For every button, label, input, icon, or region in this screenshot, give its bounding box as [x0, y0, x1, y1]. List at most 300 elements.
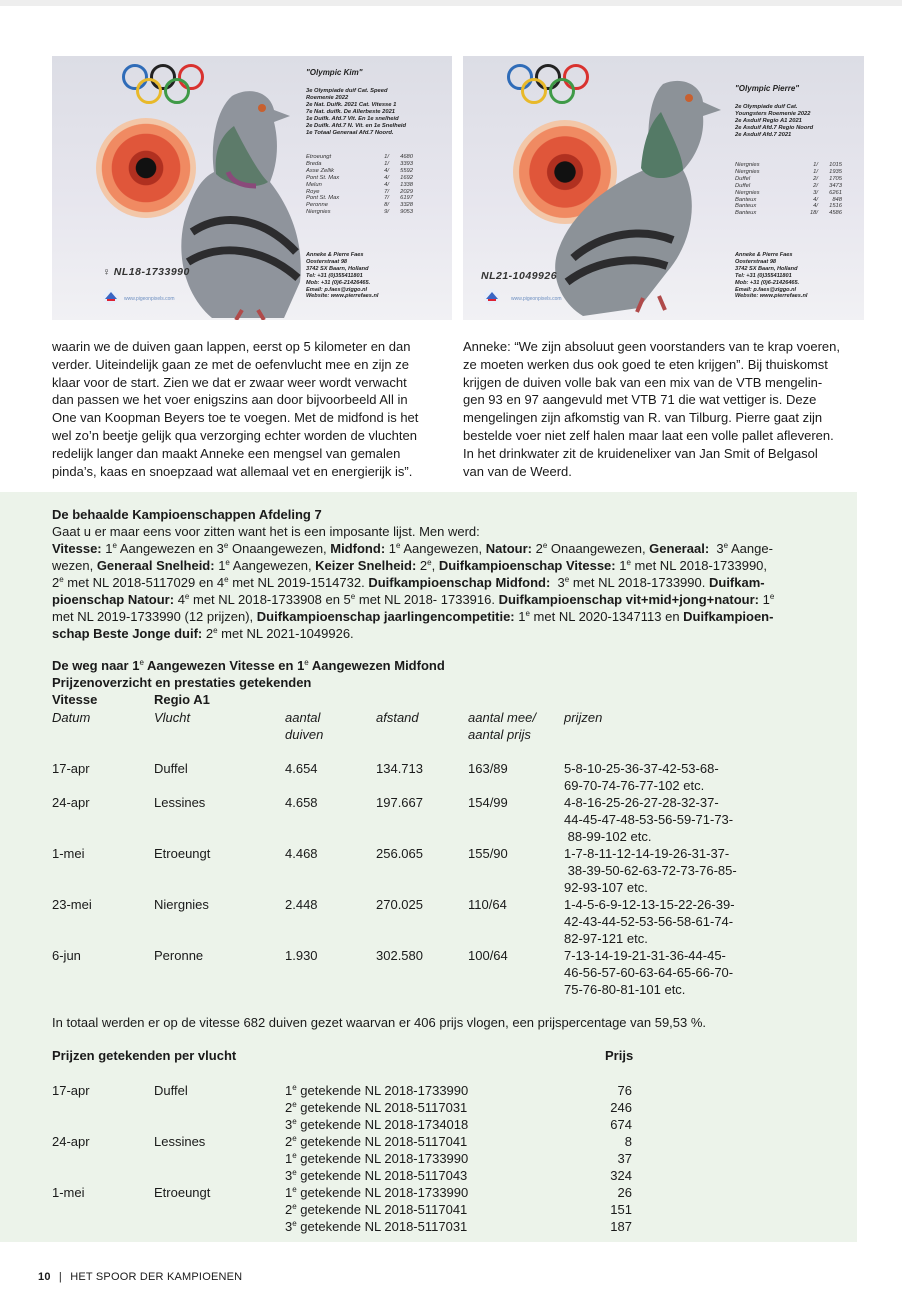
flight-date: 24-apr [52, 1134, 90, 1149]
race-duiven: 4.658 [285, 795, 318, 810]
paragraph-line: krijgen de duiven volle bak van een mix van de VTB mengelin- [463, 374, 823, 390]
flight-name: Etroeungt [154, 1185, 211, 1200]
text-run: met NL 2020-1347113 en [529, 608, 684, 624]
ordinal-sup: e [542, 541, 548, 550]
ordinal-sup: e [225, 557, 230, 567]
flight-name: Lessines [154, 1134, 206, 1149]
text-run: 1 [214, 557, 226, 573]
text-run: met NL 2019-1514732. [228, 574, 369, 590]
result-race: Niergnies [735, 168, 760, 175]
ordinal-sup: e [292, 1202, 297, 1211]
race-vlucht: Peronne [154, 948, 204, 963]
text-run: 2 [531, 541, 543, 556]
race-vlucht: Lessines [154, 795, 206, 810]
getekende-text: getekende NL 2018-1733990 [296, 1151, 469, 1166]
result-race: Breda [306, 160, 322, 167]
bold-label: Aangewezen Vitesse en 1 [143, 658, 305, 673]
results-list [306, 154, 413, 216]
result-row [306, 161, 413, 168]
text-run: met NL 2018-1733908 en 5 [189, 591, 351, 607]
region-label: Regio A1 [154, 692, 210, 707]
total-line: In totaal werden er op de vitesse 682 duiven gezet waarvan er 406 prijs vlogen, een prijspercentage van 59,53 %. [52, 1015, 707, 1030]
bold-label: Keizer Snelheid: [315, 557, 417, 573]
paragraph-line [52, 558, 842, 575]
result-row [306, 189, 413, 196]
paragraph-line: ze moeten werken dus ook goed te eten krijgen”. Bij thuiskomst [463, 356, 828, 372]
result-count: 4586 [829, 210, 842, 217]
paragraph-line: bestelde voer niet zelf halen maar laat een volle pallet afleveren. [463, 427, 834, 443]
prijs-value: 151 [610, 1202, 632, 1217]
text-run: 3 [709, 541, 724, 556]
result-count: 5592 [400, 167, 413, 174]
race-prijzen-line: 5-8-10-25-36-37-42-53-68- [564, 761, 719, 776]
paragraph-line: pinda’s, kaas en snoepzaad wat allemaal vet en energierijk is”. [52, 463, 413, 479]
col-head-duiven: duiven [285, 727, 324, 742]
getekende-entry [285, 1167, 467, 1184]
result-count: 6197 [400, 195, 413, 202]
race-duiven: 2.448 [285, 897, 318, 912]
result-row [306, 168, 413, 175]
result-place: 1/ [384, 154, 389, 160]
text-run: Aangewezen, [400, 541, 486, 556]
achievements-list [306, 88, 406, 137]
result-count: 3328 [400, 202, 413, 209]
contact-line: Oosterstraat 98 [306, 258, 348, 265]
text-run: 1 [759, 591, 770, 607]
achievement-line: 2e Asduif Regio A1 2021 [735, 118, 802, 124]
prices-heading: Prijzen getekenden per vlucht [52, 1048, 237, 1063]
category-label: Vitesse [52, 692, 98, 707]
pigeon-image [172, 82, 312, 320]
result-count: 1516 [829, 203, 842, 210]
result-count: 3393 [400, 160, 413, 167]
race-afstand: 197.667 [376, 795, 423, 810]
paragraph-line [52, 541, 842, 558]
result-place: 2/ [813, 175, 818, 182]
prijs-value: 37 [617, 1151, 632, 1166]
ordinal-sup: e [427, 557, 432, 567]
achievement-line: 2e Duifk. Afd.7 N. Vit. en 1e Snelheid [306, 123, 407, 129]
text-run: 2 [52, 574, 60, 590]
ordinal-sup: e [213, 625, 218, 635]
race-prijzen-line: 82-97-121 etc. [564, 931, 648, 946]
achievements-list [735, 104, 813, 139]
result-count: 6261 [829, 189, 842, 196]
text-run: 2 [416, 557, 428, 573]
ordinal-sup: e [769, 591, 775, 601]
paragraph-line: mengelingen zijn afkomstig van R. van Tilburg. Pierre gaat zijn [463, 410, 823, 426]
race-duiven: 4.654 [285, 761, 318, 776]
result-count: 848 [832, 196, 842, 203]
col-head-prijs: aantal prijs [468, 727, 531, 742]
race-datum: 6-jun [52, 948, 81, 963]
ordinal-sup: e [292, 1168, 297, 1177]
result-count: 4680 [400, 154, 413, 160]
ordinal-sup: e [723, 541, 729, 550]
col-head-vlucht: Vlucht [154, 710, 191, 725]
ordinal-sup: e [350, 591, 356, 601]
ordinal-sup: e [223, 541, 229, 550]
contact-line: Email: p.faes@ziggo.nl [735, 286, 797, 293]
result-count: 1338 [400, 181, 413, 188]
result-count: 2029 [400, 188, 413, 195]
result-race: Banteux [735, 196, 757, 203]
paragraph-line: Anneke: “We zijn absoluut geen voorstanders van te krap voeren, [463, 339, 840, 354]
ordinal-sup: e [304, 658, 309, 667]
race-datum: 24-apr [52, 795, 90, 810]
achievement-line: 3e Olympiade duif Cat. Speed [306, 88, 388, 94]
ordinal-sup: e [626, 557, 631, 567]
achievement-line: 7e Nat. duifk. De Allerbeste 2021 [306, 109, 396, 115]
contact-block [735, 252, 807, 300]
text-run: Onaangewezen, [547, 541, 650, 556]
getekende-entry [285, 1116, 468, 1133]
getekende-text: getekende NL 2018-5117031 [296, 1100, 468, 1115]
ring-number: ♀ NL18-1733990 [102, 266, 190, 278]
prijs-column-head: Prijs [605, 1048, 634, 1063]
ordinal-sup: e [292, 1100, 297, 1109]
race-afstand: 256.065 [376, 846, 423, 861]
contact-line: Website: www.pierrefaes.nl [735, 293, 808, 300]
getekende-text: getekende NL 2018-5117041 [296, 1202, 468, 1217]
bold-label: Generaal: [649, 541, 710, 556]
bold-label: Vitesse: [52, 541, 102, 556]
ordinal-number: 3 [285, 1117, 293, 1132]
ordinal-number: 3 [285, 1219, 293, 1234]
race-afstand: 302.580 [376, 948, 423, 963]
race-prijzen-line: 42-43-44-52-53-56-58-61-74- [564, 914, 734, 929]
bold-label: Generaal Snelheid: [96, 557, 215, 573]
text-run: met NL 2018-1733990, [630, 557, 768, 573]
result-place: 1/ [813, 168, 818, 175]
ordinal-sup: e [292, 1185, 297, 1194]
ordinal-sup: e [112, 541, 117, 550]
race-prijzen-line: 75-76-80-81-101 etc. [564, 982, 686, 997]
result-row [735, 210, 842, 217]
getekende-entry [285, 1099, 467, 1116]
result-place: 18/ [809, 210, 818, 217]
paragraph-line: redelijk langer dan maakt Anneke een mengsel van gemalen [52, 445, 401, 461]
text-run: , [431, 557, 439, 573]
pigeon-name: "Olympic Pierre" [735, 84, 800, 93]
road-heading [52, 658, 445, 675]
race-vlucht: Duffel [154, 761, 188, 776]
paragraph-line [52, 575, 842, 592]
pigeon-card-olympic-pierre [463, 56, 864, 320]
ordinal-number: 1 [285, 1151, 293, 1166]
achievement-line: 1e Totaal Generaal Afd.7 Noord. [306, 130, 394, 136]
result-race: Banteux [735, 203, 757, 210]
ordinal-sup: e [292, 1151, 297, 1160]
achievement-line: Roemenie 2022 [306, 95, 349, 101]
race-duiven: 1.930 [285, 948, 318, 963]
bold-label: Midfond: [330, 541, 386, 556]
result-place: 4/ [813, 203, 818, 210]
flight-date: 17-apr [52, 1083, 90, 1098]
contact-line: Anneke & Pierre Faes [306, 252, 364, 258]
results-list [735, 162, 842, 217]
ordinal-sup: e [292, 1219, 297, 1228]
ordinal-sup: e [292, 1117, 297, 1126]
race-vlucht: Etroeungt [154, 846, 211, 861]
result-place: 1/ [813, 162, 818, 168]
ordinal-sup: e [59, 574, 64, 584]
result-race: Etroeungt [306, 154, 332, 160]
result-row [735, 176, 842, 183]
race-datum: 23-mei [52, 897, 92, 912]
race-mee: 110/64 [468, 897, 507, 912]
contact-line: Oosterstraat 98 [735, 258, 777, 265]
bold-label: pioenschap Natour: [52, 591, 175, 607]
text-run: met NL 2019-1733990 (12 prijzen), [52, 608, 257, 624]
result-row [735, 162, 842, 169]
pigeonpixels-logo-icon [483, 288, 501, 306]
contact-block [306, 252, 378, 300]
bold-label: Aangewezen Midfond [308, 658, 445, 673]
text-run: 3 [550, 574, 565, 590]
contact-line: Mob: +31 (0)6-21426465. [306, 279, 371, 286]
result-count: 1705 [829, 175, 842, 182]
result-race: Pont St. Max [306, 174, 340, 181]
prijs-value: 76 [617, 1083, 632, 1098]
col-head-datum: Datum [52, 710, 91, 725]
flight-date: 1-mei [52, 1185, 85, 1200]
col-head-prijzen: prijzen [564, 710, 603, 725]
contact-line: 3742 SX Baarn, Holland [735, 265, 798, 272]
ordinal-sup: e [292, 1083, 297, 1092]
paragraph-line: klaar voor de start. Zien we dat er zwaar weer wordt verwacht [52, 374, 407, 390]
paragraph-line [52, 609, 842, 626]
race-duiven: 4.468 [285, 846, 318, 861]
getekende-text: getekende NL 2018-5117031 [296, 1219, 468, 1234]
section-heading: De behaalde Kampioenschappen Afdeling 7 [52, 507, 322, 522]
contact-line: 3742 SX Baarn, Holland [306, 265, 369, 272]
getekende-text: getekende NL 2018-1733990 [296, 1185, 469, 1200]
race-prijzen-line: 4-8-16-25-26-27-28-32-37- [564, 795, 719, 810]
ordinal-number: 2 [285, 1202, 293, 1217]
result-race: Melun [306, 181, 322, 188]
getekende-entry [285, 1201, 467, 1218]
race-mee: 163/89 [468, 761, 508, 776]
website-watermark: www.pigeonpixels.com [124, 296, 175, 302]
result-place: 4/ [384, 174, 389, 181]
result-race: Peronne [306, 202, 328, 209]
result-row [735, 203, 842, 210]
result-place: 7/ [384, 195, 389, 202]
race-afstand: 134.713 [376, 761, 423, 776]
championships-paragraph [52, 541, 842, 642]
ring-number: NL21-1049926 [481, 270, 558, 282]
paragraph-line: wel zo’n beetje gelijk qua verzorging echter worden de vluchten [52, 427, 417, 443]
result-race: Pont St. Max [306, 195, 340, 202]
result-row [735, 183, 842, 190]
pigeon-name: "Olympic Kim" [306, 68, 363, 77]
bold-label: Duifkampioenschap jaarlingencompetitie: [256, 608, 515, 624]
result-count: 1935 [829, 168, 842, 175]
result-row [306, 175, 413, 182]
ordinal-sup: e [525, 608, 530, 618]
race-prijzen-line: 46-56-57-60-63-64-65-66-70- [564, 965, 734, 980]
result-place: 2/ [813, 182, 818, 189]
prijs-value: 674 [610, 1117, 632, 1132]
result-place: 4/ [384, 167, 389, 174]
text-run: 1 [101, 541, 113, 556]
result-row [306, 154, 413, 161]
footer-separator: | [58, 1271, 62, 1283]
result-row [735, 190, 842, 197]
pigeonpixels-logo-icon [102, 288, 120, 306]
contact-line: Tel: +31 (0)355411801 [735, 272, 792, 279]
race-mee: 154/99 [468, 795, 508, 810]
pigeon-card-olympic-kim [52, 56, 452, 320]
ordinal-number: 2 [285, 1100, 293, 1115]
ordinal-sup: e [396, 541, 401, 550]
text-run: Aange- [728, 541, 773, 556]
result-race: Niergnies [306, 209, 331, 216]
prijs-value: 324 [610, 1168, 632, 1183]
ordinal-number: 3 [285, 1168, 293, 1183]
flight-name: Duffel [154, 1083, 188, 1098]
col-head-mee: aantal mee/ [468, 710, 536, 725]
result-place: 7/ [384, 188, 389, 195]
bold-label: Duifkam- [708, 574, 765, 590]
race-prijzen-line: 38-39-50-62-63-72-73-76-85- [564, 863, 737, 878]
paragraph-line: gen 93 en 97 aangevuld met VTB 71 die wat vettiger is. Deze [463, 392, 817, 408]
paragraph-line: In het drinkwater zit de kruidenelixer van Jan Smit of Belgasol [463, 445, 818, 461]
race-vlucht: Niergnies [154, 897, 209, 912]
achievement-line: 2e Asduif Afd.7 Regio Noord [735, 125, 814, 131]
getekende-entry [285, 1218, 467, 1235]
paragraph-line: One van Koopman Beyers toe te voegen. Met de midfond is het [52, 410, 419, 426]
ordinal-sup: e [224, 574, 229, 584]
contact-line: Email: p.faes@ziggo.nl [306, 286, 368, 293]
result-race: Roye [306, 188, 320, 195]
text-run: 1 [615, 557, 627, 573]
text-run: met NL 2018-5117029 en 4 [63, 574, 225, 590]
ordinal-number: 1 [285, 1185, 293, 1200]
getekende-text: getekende NL 2018-1733990 [296, 1083, 469, 1098]
paragraph-line: waarin we de duiven gaan lappen, eerst op 5 kilometer en dan [52, 339, 411, 354]
race-datum: 17-apr [52, 761, 90, 776]
text-run: met NL 2021-1049926. [217, 625, 354, 641]
prijs-value: 8 [624, 1134, 632, 1149]
achievement-line: 2e Olympiade duif Cat. [735, 104, 798, 110]
page-number: 10 [38, 1271, 51, 1283]
col-head-aantal: aantal [285, 710, 321, 725]
result-place: 1/ [384, 160, 389, 167]
result-count: 1692 [400, 174, 413, 181]
pigeon-image [543, 72, 733, 320]
achievement-line: Youngsters Roemenie 2022 [735, 111, 811, 117]
paragraph-line: verder. Uiteindelijk gaan ze met de oefenvlucht mee en zijn ze [52, 356, 409, 372]
getekende-text: getekende NL 2018-5117041 [296, 1134, 468, 1149]
website-watermark: www.pigeonpixels.com [511, 296, 562, 302]
achievement-line: 2e Nat. Duifk. 2021 Cat. Vitesse 1 [306, 102, 397, 108]
bold-label: Duifkampioen- [683, 608, 774, 624]
paragraph-line [52, 626, 842, 643]
text-run: 2 [202, 625, 214, 641]
magazine-name: HET SPOOR DER KAMPIOENEN [70, 1271, 243, 1283]
getekende-entry [285, 1133, 467, 1150]
result-place: 8/ [384, 202, 389, 209]
result-count: 1015 [829, 162, 842, 168]
prijs-value: 187 [610, 1219, 632, 1234]
text-run: met NL 2018-1733990. [569, 574, 709, 590]
result-row [306, 195, 413, 202]
intro-line: Gaat u er maar eens voor zitten want het is een imposante lijst. Men werd: [52, 524, 480, 539]
getekende-entry [285, 1082, 468, 1099]
top-edge [0, 0, 902, 6]
text-run: wezen, [52, 557, 97, 573]
race-prijzen-line: 1-7-8-11-12-14-19-26-31-37- [564, 846, 730, 861]
bold-label: schap Beste Jonge duif: [52, 625, 203, 641]
paragraph-line: van van de Weerd. [463, 463, 572, 479]
result-race: Niergnies [735, 189, 760, 196]
race-prijzen-line: 1-4-5-6-9-12-13-15-22-26-39- [564, 897, 735, 912]
contact-line: Mob: +31 (0)6-21426465. [735, 279, 800, 286]
race-prijzen-line: 88-99-102 etc. [564, 829, 652, 844]
text-run: Aangewezen, [229, 557, 316, 573]
bold-label: Duifkampioenschap Vitesse: [438, 557, 616, 573]
text-run: Onaangewezen, [228, 541, 331, 556]
col-head-afstand: afstand [376, 710, 419, 725]
bold-label: Duifkampioenschap Midfond: [368, 574, 551, 590]
result-race: Duffel [735, 182, 751, 189]
result-race: Asse Zellik [306, 167, 335, 174]
result-place: 4/ [384, 181, 389, 188]
result-place: 3/ [813, 189, 818, 196]
text-run: met NL 2018- 1733916. [355, 591, 499, 607]
result-row [735, 197, 842, 204]
ordinal-sup: e [292, 1134, 297, 1143]
race-mee: 100/64 [468, 948, 508, 963]
race-prijzen-line: 69-70-74-76-77-102 etc. [564, 778, 705, 793]
ordinal-sup: e [184, 591, 190, 601]
text-run: Aangewezen en 3 [116, 541, 224, 556]
ordinal-number: 1 [285, 1083, 293, 1098]
result-place: 4/ [813, 196, 818, 203]
text-run: 1 [514, 608, 526, 624]
paragraph-line: dan passen we het voer enigszins aan door bijvoorbeeld All in [52, 392, 408, 408]
result-race: Banteux [735, 210, 757, 217]
overview-heading: Prijzenoverzicht en prestaties getekenden [52, 675, 312, 690]
race-prijzen-line: 44-45-47-48-53-56-59-71-73- [564, 812, 734, 827]
page-footer [38, 1271, 242, 1283]
result-race: Niergnies [735, 162, 760, 168]
achievement-line: 2e Asduif Afd.7 2021 [735, 132, 792, 138]
text-run: 1 [385, 541, 396, 556]
result-place: 9/ [384, 209, 389, 216]
result-race: Duffel [735, 175, 751, 182]
getekende-text: getekende NL 2018-5117043 [296, 1168, 468, 1183]
article-column-left [52, 338, 444, 480]
result-row [306, 182, 413, 189]
getekende-entry [285, 1184, 468, 1201]
race-datum: 1-mei [52, 846, 85, 861]
contact-line: Website: www.pierrefaes.nl [306, 293, 379, 300]
prijs-value: 26 [617, 1185, 632, 1200]
result-row [306, 202, 413, 209]
race-prijzen-line: 7-13-14-19-21-31-36-44-45- [564, 948, 726, 963]
prijs-value: 246 [610, 1100, 632, 1115]
bold-label: De weg naar 1 [52, 658, 140, 673]
ordinal-sup: e [139, 658, 144, 667]
race-afstand: 270.025 [376, 897, 423, 912]
getekende-text: getekende NL 2018-1734018 [296, 1117, 469, 1132]
achievement-line: 1e Duifk. Afd.7 Vit. En 1e snelheid [306, 116, 399, 122]
race-mee: 155/90 [468, 846, 508, 861]
ordinal-sup: e [564, 574, 570, 584]
